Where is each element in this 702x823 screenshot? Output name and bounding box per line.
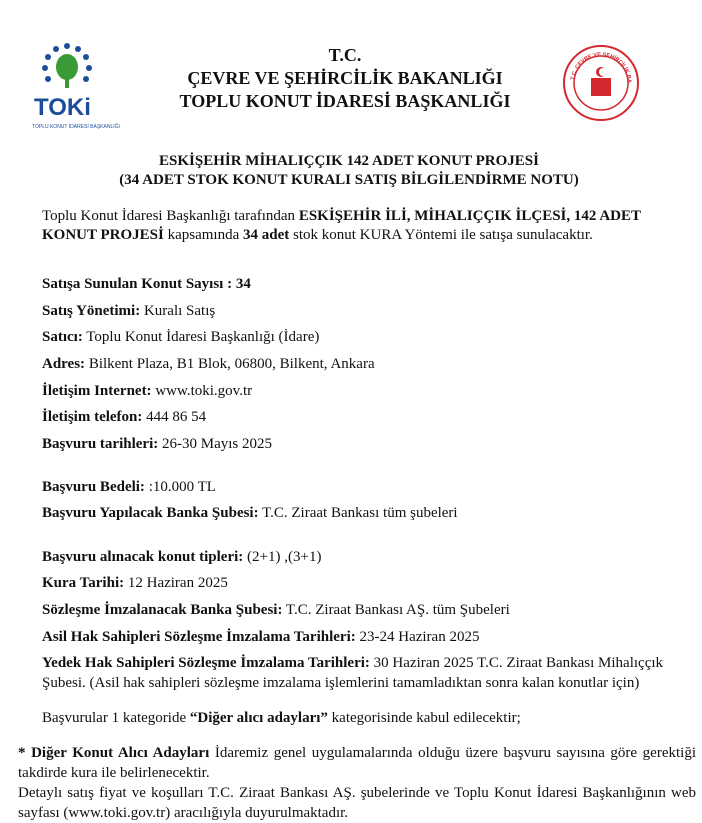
field-lottery-date: Kura Tarihi: 12 Haziran 2025 [42, 575, 228, 591]
field-phone: İletişim telefon: 444 86 54 [42, 409, 207, 425]
toki-logo [30, 40, 120, 132]
toki-logo-text: TOKi [34, 94, 91, 121]
intro-line-1: Toplu Konut İdaresi Başkanlığı tarafından ESKİŞEHİR İLİ, MİHALIÇÇIK İLÇESİ, 142 ADET [42, 208, 641, 224]
field-backup-contract-dates: Yedek Hak Sahipleri Sözleşme İmzalama Tarihleri: 30 Haziran 2025 T.C. Ziraat Bankası Mihalıççık Şubesi. (Asil hak sahipleri sözleşme imzalama işlemlerini tamamladıktan sonra kalan konutlar için) [42, 655, 664, 691]
footer-detail: Detaylı satış fiyat ve koşulları T.C. Ziraat Bankası AŞ. şubelerinde ve Toplu Konut İdaresi Başkanlığının web sayfası (www.toki.gov.tr) aracılığıyla duyurulmaktadır. [18, 785, 696, 821]
header-line-3: TOPLU KONUT İDARESİ BAŞKANLIĞI [179, 91, 511, 111]
field-application-dates: Başvuru tarihleri: 26-30 Mayıs 2025 [42, 436, 272, 452]
document-subtitle: (34 ADET STOK KONUT KURALI SATIŞ BİLGİLENDİRME NOTU) [119, 172, 579, 188]
intro-line-2: KONUT PROJESİ kapsamında 34 adet stok konut KURA Yöntemi ile satışa sunulacaktır. [42, 227, 593, 243]
field-category: Başvurular 1 kategoride “Diğer alıcı adayları” kategorisinde kabul edilecektir; [42, 710, 521, 726]
document-title: ESKİŞEHİR MİHALIÇÇIK 142 ADET KONUT PROJESİ [159, 153, 539, 169]
field-seller: Satıcı: Toplu Konut İdaresi Başkanlığı (İdare) [42, 329, 320, 345]
field-contract-bank: Sözleşme İmzalanacak Banka Şubesi: T.C. Ziraat Bankası AŞ. tüm Şubeleri [42, 602, 510, 618]
toki-logo-subtext: TOPLU KONUT İDARESİ BAŞKANLIĞI [32, 124, 120, 130]
field-address: Adres: Bilkent Plaza, B1 Blok, 06800, Bilkent, Ankara [42, 356, 375, 372]
field-sale-method: Satış Yönetimi: Kuralı Satış [42, 303, 216, 319]
field-web: İletişim Internet: www.toki.gov.tr [42, 383, 253, 399]
field-main-contract-dates: Asil Hak Sahipleri Sözleşme İmzalama Tarihleri: 23-24 Haziran 2025 [42, 629, 480, 645]
footer-note: * Diğer Konut Alıcı Adayları İdaremiz genel uygulamalarında olduğu üzere başvuru sayısına göre gerektiği takdirde kura ile belirlenecektir. [18, 745, 696, 781]
svg-text:T.C. ÇEVRE VE ŞEHİRCİLİK BAKAN: T.C. ÇEVRE VE ŞEHİRCİLİK BA [570, 51, 633, 84]
header-line-1: T.C. [328, 45, 362, 65]
ministry-seal [562, 44, 640, 122]
field-application-bank: Başvuru Yapılacak Banka Şubesi: T.C. Ziraat Bankası tüm şubeleri [42, 505, 458, 521]
field-application-fee: Başvuru Bedeli: :10.000 TL [42, 479, 216, 495]
field-housing-types: Başvuru alınacak konut tipleri: (2+1) ,(3+1) [42, 549, 322, 565]
web-link[interactable]: www.toki.gov.tr [151, 383, 253, 399]
header-line-2: ÇEVRE VE ŞEHİRCİLİK BAKANLIĞI [187, 68, 503, 88]
field-housing-count: Satışa Sunulan Konut Sayısı : 34 [42, 276, 251, 292]
